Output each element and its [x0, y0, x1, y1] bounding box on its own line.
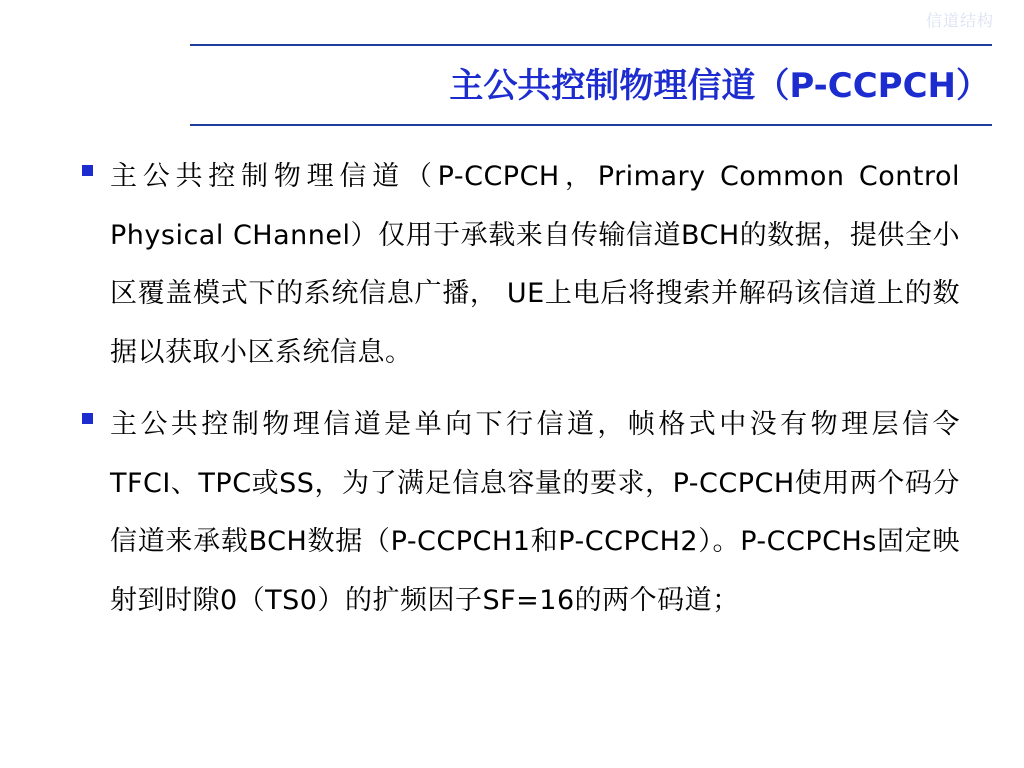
title-top-rule [190, 44, 992, 46]
title-bottom-rule [190, 124, 992, 126]
square-bullet-icon [82, 165, 93, 176]
bullet-text: 主公共控制物理信道是单向下行信道，帧格式中没有物理层信令TFCI、TPC或SS，为了满足信息容量的要求，P-CCPCH使用两个码分信道来承载BCH数据（P-CCPCH1和P-CCPCH2）。P-CCPCHs固定映射到时隙0（TS0）的扩频因子SF=16的两个码道； [110, 409, 960, 616]
bullet-list [82, 148, 960, 644]
bullet-item [82, 396, 960, 630]
bullet-text: 主公共控制物理信道（P-CCPCH，Primary Common Control Physical CHannel）仅用于承载来自传输信道BCH的数据，提供全小区覆盖模式下的系统信息广播， UE上电后将搜索并解码该信道上的数据以获取小区系统信息。 [110, 161, 960, 368]
section-tag: 信道结构 [925, 11, 994, 30]
square-bullet-icon [82, 413, 93, 424]
bullet-item [82, 148, 960, 382]
slide-title: 主公共控制物理信道（P-CCPCH） [449, 66, 990, 106]
